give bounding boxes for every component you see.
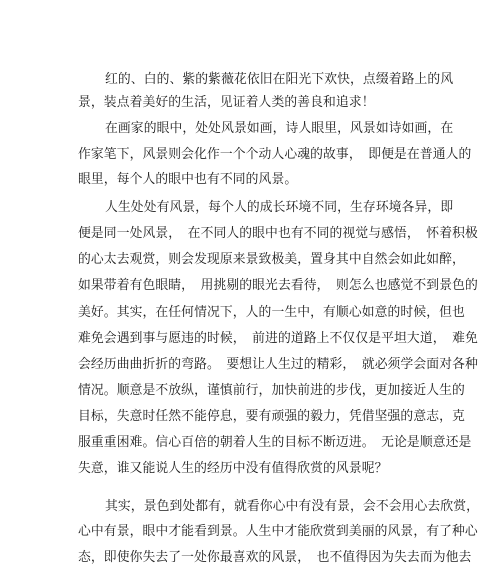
paragraph-1-line-1: 红的、白的、紫的紫薇花依旧在阳光下欢快，点缀着路上的风 [105, 72, 454, 87]
paragraph-3-line-11: 失意，谁又能说人生的经历中没有值得欣赏的风景呢？ [78, 461, 388, 476]
paragraph-2-line-2: 作家笔下，风景则会化作一个个动人心魂的故事， 即便是在普通人的 [78, 147, 472, 162]
paragraph-3-line-8: 情况。顺意是不放纵，谨慎前行，加快前进的步伐，更加接近人生的 [78, 383, 465, 398]
paragraph-2-line-3: 眼里，每个人的眼中也有不同的风景。 [78, 172, 298, 187]
paragraph-4-line-1: 其实，景色到处都有，就看你心中有没有景，会不会用心去欣赏， [105, 499, 480, 514]
paragraph-2-line-1: 在画家的眼中，处处风景如画，诗人眼里，风景如诗如画，在 [105, 121, 454, 136]
paragraph-3-line-9: 目标，失意时任然不能停息，要有顽强的毅力，凭借坚强的意志，克 [78, 409, 465, 424]
paragraph-3-line-10: 服重重困难。信心百倍的朝着人生的目标不断迈进。 无论是顺意还是 [78, 435, 472, 450]
paragraph-3-line-2: 便是同一处风景， 在不同人的眼中也有不同的视觉与感悟， 怀着积极 [78, 226, 478, 241]
paragraph-3-line-4: 如果带着有色眼睛， 用挑剔的眼光去看待， 则怎么也感觉不到景色的 [78, 278, 478, 293]
paragraph-3-line-6: 难免会遇到事与愿违的时候， 前进的道路上不仅仅是平坦大道， 难免 [78, 331, 478, 346]
paragraph-1-line-2: 景，装点着美好的生活，见证着人类的善良和追求！ [78, 95, 375, 110]
paragraph-3-line-1: 人生处处有风景，每个人的成长环境不同，生存环境各异，即 [105, 200, 454, 215]
paragraph-3-line-5: 美好。其实，在任何情况下，人的一生中，有顺心如意的时候，但也 [78, 305, 465, 320]
paragraph-3-line-3: 的心太去观赏，则会发现原来景致极美，置身其中自然会如此如醉， [78, 252, 465, 267]
paragraph-4-line-2: 心中有景，眼中才能看到景。人生中才能欣赏到美丽的风景，有了种心 [78, 524, 478, 539]
paragraph-4-line-3: 态，即使你失去了一处你最喜欢的风景， 也不值得因为失去而为他去 [78, 550, 472, 565]
paragraph-3-line-7: 会经历曲曲折折的弯路。 要想让人生过的精彩， 就必须学会面对各种 [78, 357, 478, 372]
